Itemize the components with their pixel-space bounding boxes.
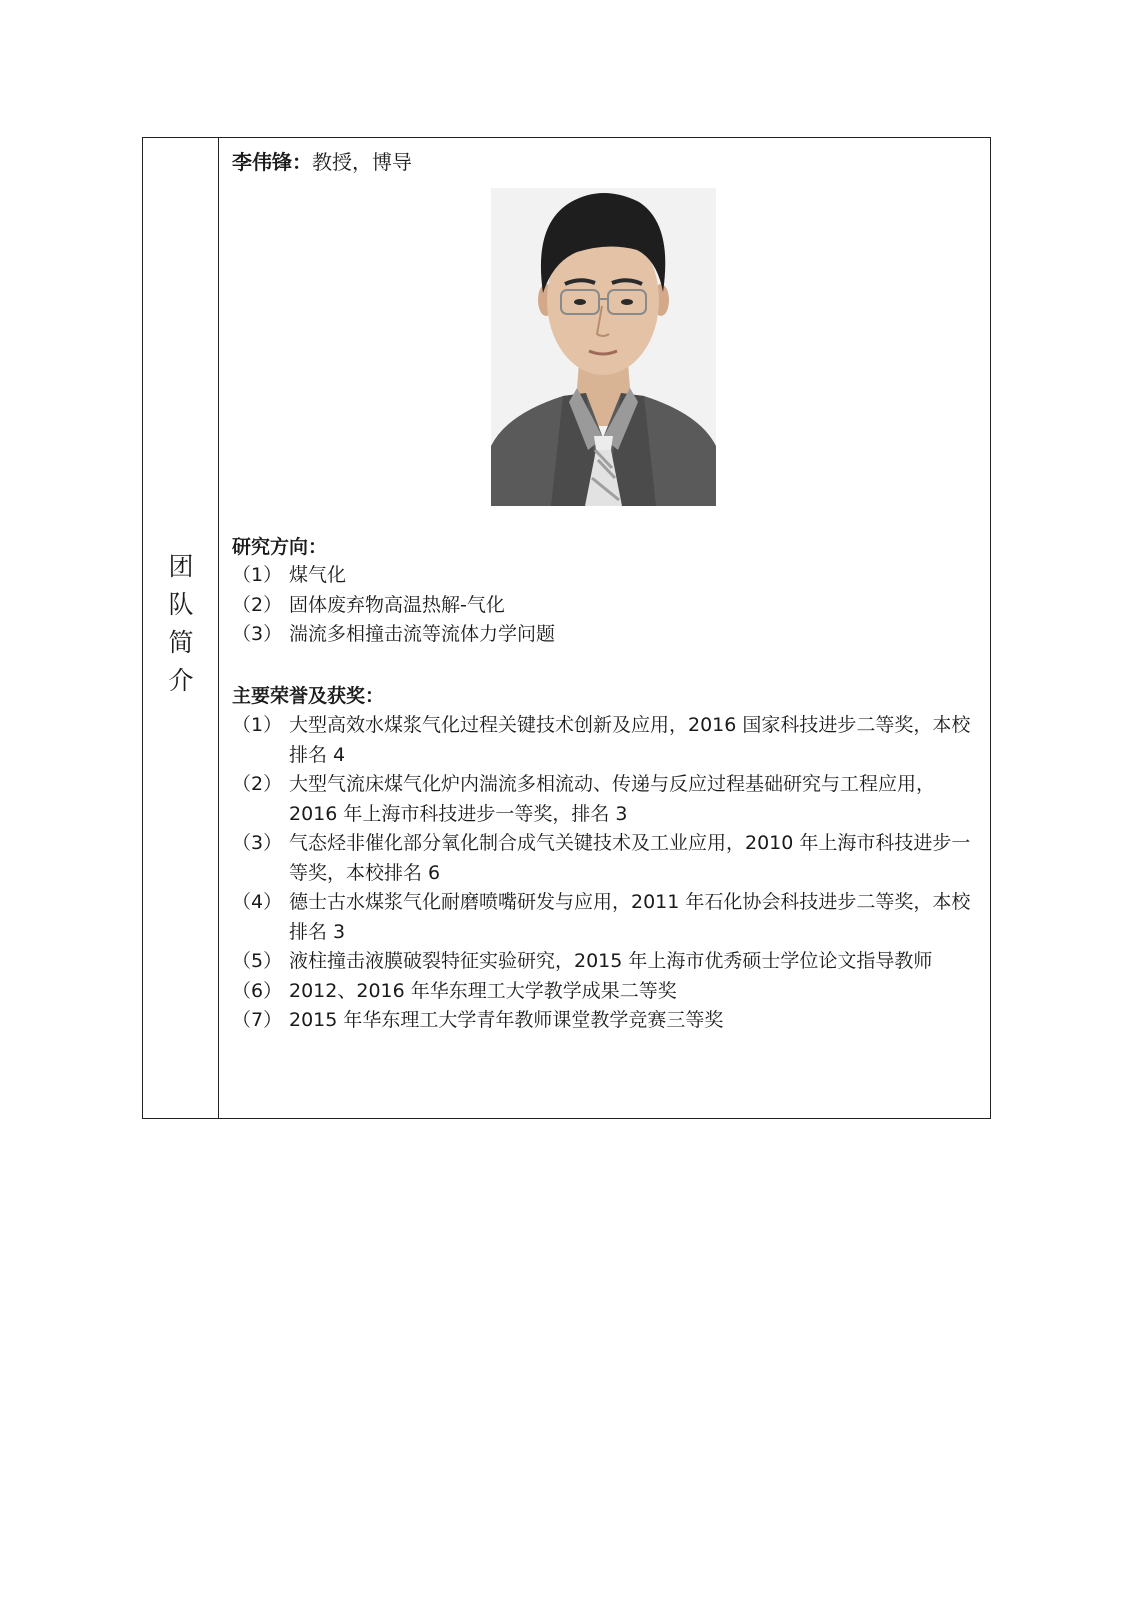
research-title: 研究方向：: [232, 536, 328, 558]
item-number: （7）: [232, 1009, 283, 1031]
side-label-cell: [143, 138, 219, 1118]
item-number: （3）: [232, 623, 283, 645]
item-number: （5）: [232, 950, 283, 972]
content-cell: [232, 138, 982, 1118]
item-text: 2012、2016 年华东理工大学教学成果二等奖: [289, 979, 677, 1002]
list-item: [232, 888, 982, 947]
item-number: （6）: [232, 979, 283, 1002]
item-text: 大型高效水煤浆气化过程关键技术创新及应用，2016 国家科技进步二等奖，本校排名 4: [289, 714, 971, 766]
profile-header: [232, 148, 412, 176]
item-text: 德士古水煤浆气化耐磨喷嘴研发与应用，2011 年石化协会科技进步二等奖，本校排名 3: [289, 891, 971, 943]
item-text: 固体废弃物高温热解-气化: [289, 593, 505, 616]
research-list: [232, 561, 982, 650]
list-item: [232, 620, 982, 650]
list-item: [232, 711, 982, 770]
item-text: 大型气流床煤气化炉内湍流多相流动、传递与反应过程基础研究与工程应用，2016 年上海市科技进步一等奖，排名 3: [289, 773, 936, 825]
item-number: （1）: [232, 564, 283, 586]
list-item: [232, 947, 982, 977]
side-label: [143, 548, 219, 700]
item-number: （3）: [232, 832, 283, 854]
item-number: （1）: [232, 714, 283, 736]
portrait-illustration: [491, 188, 716, 506]
item-text: 煤气化: [289, 564, 347, 586]
list-item: [232, 561, 982, 591]
awards-title: 主要荣誉及获奖：: [232, 685, 385, 707]
person-title: 教授，博导: [312, 150, 412, 174]
list-item: [232, 591, 982, 621]
item-number: （4）: [232, 891, 283, 913]
item-text: 2015 年华东理工大学青年教师课堂教学竞赛三等奖: [289, 1009, 724, 1031]
list-item: [232, 1006, 982, 1036]
item-text: 液柱撞击液膜破裂特征实验研究，2015 年上海市优秀硕士学位论文指导教师: [289, 950, 933, 972]
side-label-char: 队: [168, 590, 194, 619]
item-number: （2）: [232, 773, 283, 795]
list-item: [232, 770, 982, 829]
side-label-char: 团: [168, 552, 194, 581]
list-item: [232, 977, 982, 1007]
side-label-char: 简: [168, 628, 194, 657]
portrait-photo: [491, 188, 716, 506]
item-text: 湍流多相撞击流等流体力学问题: [289, 623, 556, 645]
side-label-char: 介: [168, 666, 194, 695]
item-number: （2）: [232, 593, 283, 616]
awards-list: [232, 711, 982, 1036]
item-text: 气态烃非催化部分氧化制合成气关键技术及工业应用，2010 年上海市科技进步一等奖，本校排名 6: [289, 832, 971, 884]
person-name: 李伟锋：: [232, 150, 312, 174]
team-intro-table: [142, 137, 991, 1119]
list-item: [232, 829, 982, 888]
